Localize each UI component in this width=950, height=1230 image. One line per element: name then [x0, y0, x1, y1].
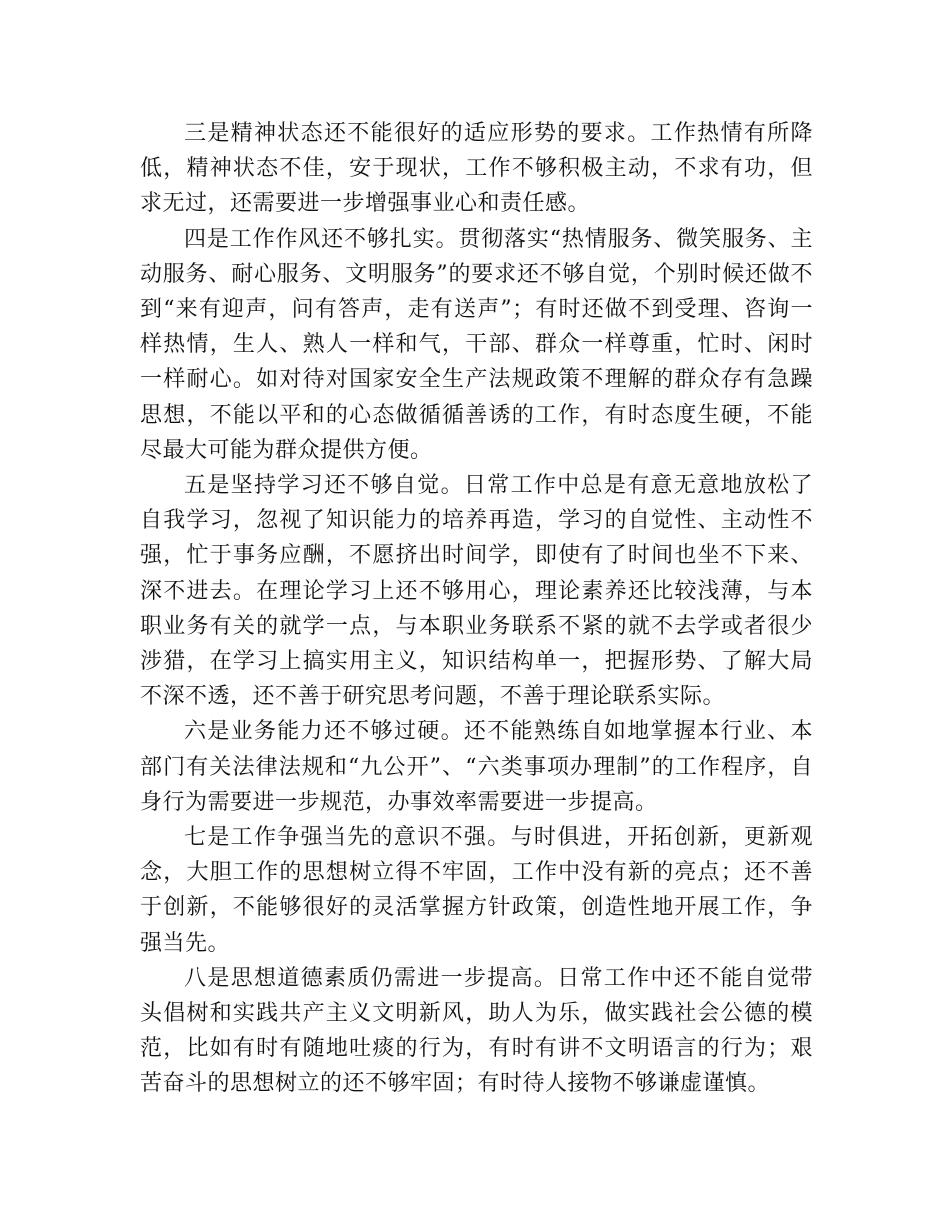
paragraph-three: 三是精神状态还不能很好的适应形势的要求。工作热情有所降低，精神状态不佳，安于现状，工作不够积极主动，不求有功，但求无过，还需要进一步增强事业心和责任感。 [140, 121, 813, 217]
paragraph-six: 六是业务能力还不够过硬。还不能熟练自如地掌握本行业、本部门有关法律法规和“九公开”、“六类事项办理制”的工作程序，自身行为需要进一步规范，办事效率需要进一步提高。 [140, 719, 813, 815]
paragraph-seven: 七是工作争强当先的意识不强。与时俱进，开拓创新，更新观念，大胆工作的思想树立得不牢固，工作中没有新的亮点；还不善于创新，不能够很好的灵活掌握方针政策，创造性地开展工作，争强当先。 [140, 825, 813, 956]
paragraph-eight: 八是思想道德素质仍需进一步提高。日常工作中还不能自觉带头倡树和实践共产主义文明新风，助人为乐，做实践社会公德的模范，比如有时有随地吐痰的行为，有时有讲不文明语言的行为；艰苦奋斗的思想树立的还不够牢固；有时待人接物不够谦虚谨慎。 [140, 965, 813, 1097]
paragraph-five: 五是坚持学习还不够自觉。日常工作中总是有意无意地放松了自我学习，忽视了知识能力的培养再造，学习的自觉性、主动性不强，忙于事务应酬，不愿挤出时间学，即使有了时间也坐不下来、深不进去。在理论学习上还不够用心，理论素养还比较浅薄，与本职业务有关的就学一点，与本职业务联系不紧的就不去学或者很少涉猎，在学习上搞实用主义，知识结构单一，把握形势、了解大局不深不透，还不善于研究思考问题，不善于理论联系实际。 [140, 473, 813, 710]
paragraph-four: 四是工作作风还不够扎实。贯彻落实“热情服务、微笑服务、主动服务、耐心服务、文明服务”的要求还不够自觉，个别时候还做不到“来有迎声，问有答声，走有送声”；有时还做不到受理、咨询一样热情，生人、熟人一样和气，干部、群众一样尊重，忙时、闲时一样耐心。如对待对国家安全生产法规政策不理解的群众存有急躁思想，不能以平和的心态做循循善诱的工作，有时态度生硬，不能尽最大可能为群众提供方便。 [140, 226, 813, 463]
